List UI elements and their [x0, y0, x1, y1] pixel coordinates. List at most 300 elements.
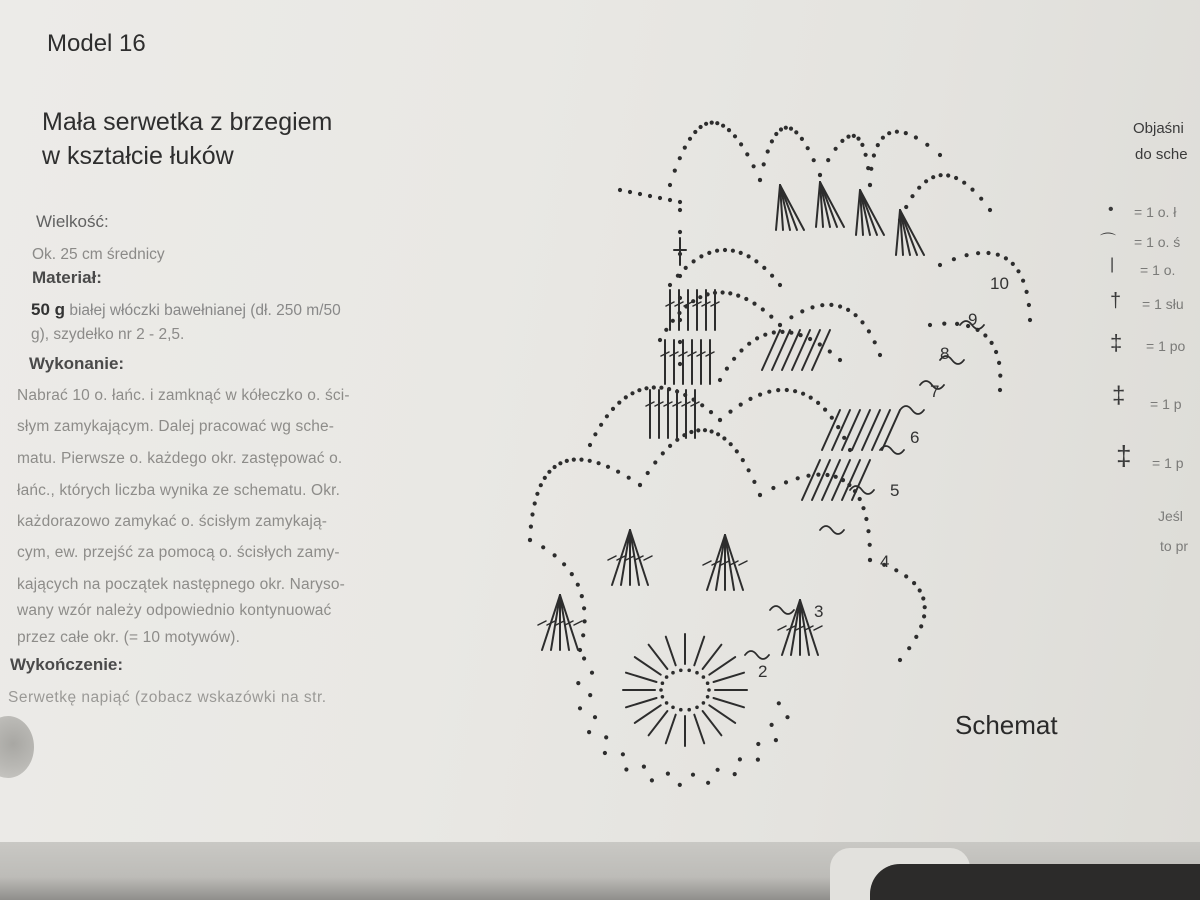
size-value: Ok. 25 cm średnicy [32, 246, 165, 263]
chain-dot [572, 458, 576, 462]
chain-dot [658, 196, 662, 200]
model-number: Model 16 [47, 30, 146, 57]
finishing-label: Wykończenie: [10, 655, 124, 674]
execution-line: Nabrać 10 o. łańc. i zamknąć w kółeczko o. ści- [17, 387, 350, 404]
chain-dot [728, 291, 732, 295]
chain-dot [858, 497, 862, 501]
chain-dot [618, 188, 622, 192]
chain-dot [758, 178, 762, 182]
single-crochet-icon: | [1110, 256, 1115, 273]
chain-dot [825, 473, 829, 477]
chain-dot [806, 474, 810, 478]
stitch-mark [782, 330, 800, 370]
chain-dot [868, 558, 872, 562]
round-number: 6 [910, 428, 920, 447]
chain-dot [650, 778, 654, 782]
chain-dot [695, 706, 699, 710]
chain-dot [946, 173, 950, 177]
chain-dot [729, 442, 733, 446]
double-treble-crochet-icon: ‡ [1116, 440, 1132, 471]
chain-dot [867, 329, 871, 333]
chain-dot [653, 460, 657, 464]
chain-dot [695, 671, 699, 675]
chain-dot [707, 251, 711, 255]
chain-dot [842, 436, 846, 440]
legend-entry: = 1 po [1146, 338, 1186, 354]
chain-dot [970, 188, 974, 192]
stitch-mark [703, 711, 722, 735]
chain-dot [728, 410, 732, 414]
chain-dot [772, 330, 776, 334]
chain-dot [668, 183, 672, 187]
chain-dot [864, 153, 868, 157]
chain-dot [962, 181, 966, 185]
chain-dot [624, 767, 628, 771]
background-object [870, 864, 1200, 900]
chain-dot [683, 146, 687, 150]
material-line-1 [31, 300, 341, 320]
chain-dot [770, 723, 774, 727]
stitch-mark [694, 715, 704, 744]
chain-dot [590, 671, 594, 675]
stitch-mark [560, 595, 578, 650]
chain-dot [665, 701, 669, 705]
chain-dot [898, 658, 902, 662]
chain-dot [702, 701, 706, 705]
finger-shadow [0, 716, 34, 778]
chain-dot [668, 198, 672, 202]
legend-entry: = 1 słu [1142, 296, 1184, 312]
chain-dot [593, 715, 597, 719]
schema-caption: Schemat [955, 710, 1058, 740]
legend-entry: = 1 o. [1140, 262, 1176, 278]
chain-dot [816, 473, 820, 477]
chain-dot [689, 430, 693, 434]
chain-dot [996, 253, 1000, 257]
stitch-mark [776, 185, 780, 230]
round-number: 3 [814, 602, 824, 621]
chain-dot [777, 701, 781, 705]
stitch-mark [816, 182, 820, 227]
chain-dot [779, 127, 783, 131]
stitch-mark [709, 657, 735, 675]
chain-dot [766, 149, 770, 153]
chain-dot [758, 393, 762, 397]
chain-dot [925, 143, 929, 147]
chain-dot [820, 303, 824, 307]
chain-dot [679, 708, 683, 712]
chain-dot [739, 348, 743, 352]
pattern-title-line-2: w kształcie łuków [42, 142, 234, 170]
chain-dot [840, 139, 844, 143]
half-double-crochet-icon: † [1110, 290, 1122, 312]
stitch-mark [626, 698, 657, 707]
stitch-mark [780, 185, 804, 230]
chain-dot [688, 137, 692, 141]
chain-dot [1027, 303, 1031, 307]
chain-dot [718, 378, 722, 382]
chain-dot [776, 388, 780, 392]
chain-dot [723, 248, 727, 252]
chain-dot [801, 392, 805, 396]
round-number: 2 [758, 662, 768, 681]
crochet-chart-diagram [520, 90, 1050, 790]
chain-dot [793, 389, 797, 393]
chain-dot [715, 249, 719, 253]
chain-dot [794, 130, 798, 134]
slip-stitch-curl [770, 606, 794, 614]
chain-dot [700, 403, 704, 407]
chain-dot [796, 476, 800, 480]
legend-entry: = 1 o. ś [1134, 234, 1181, 250]
stitch-mark [862, 410, 880, 450]
chain-dot [924, 179, 928, 183]
chain-dot [914, 635, 918, 639]
chain-dot [784, 480, 788, 484]
stitch-mark [666, 637, 676, 666]
stitch-mark [666, 715, 676, 744]
stitch-mark [694, 637, 704, 666]
chain-dot [762, 266, 766, 270]
chain-dot [739, 403, 743, 407]
stitch-mark [709, 705, 735, 723]
chain-dot [785, 388, 789, 392]
stitch-mark [714, 698, 745, 707]
chain-dot [648, 194, 652, 198]
chain-dot [789, 315, 793, 319]
chain-dot [704, 122, 708, 126]
stitch-mark [832, 410, 850, 450]
chain-dot [703, 428, 707, 432]
chain-dot [861, 506, 865, 510]
size-label: Wielkość: [36, 212, 109, 231]
chain-dot [528, 538, 532, 542]
chain-dot [739, 142, 743, 146]
chain-dot [661, 681, 665, 685]
chain-dot [588, 459, 592, 463]
chain-dot [852, 134, 856, 138]
chain-dot [818, 173, 822, 177]
chain-dot [578, 706, 582, 710]
material-description: białej włóczki bawełnianej (dł. 250 m/50 [65, 302, 341, 319]
chain-dot [702, 675, 706, 679]
chain-dot [671, 319, 675, 323]
chain-dot [904, 574, 908, 578]
stitch-mark [725, 535, 743, 590]
chain-dot [731, 249, 735, 253]
chain-dot [638, 192, 642, 196]
chain-dot [789, 127, 793, 131]
chain-dot [834, 475, 838, 479]
chain-dot [652, 385, 656, 389]
chain-dot [727, 128, 731, 132]
stitch-mark [820, 182, 844, 227]
chain-dot [582, 606, 586, 610]
chain-dot [576, 681, 580, 685]
chain-dot [581, 633, 585, 637]
chain-dot [771, 486, 775, 490]
chain-dot [866, 529, 870, 533]
chain-dot [806, 146, 810, 150]
round-number: 5 [890, 481, 900, 500]
chain-dot [541, 545, 545, 549]
chain-dot [735, 449, 739, 453]
chain-dot [593, 432, 597, 436]
chain-dot [762, 162, 766, 166]
execution-line: łańc., których liczba wynika ze schematu. Okr. [17, 482, 341, 499]
chain-dot [922, 614, 926, 618]
chain-dot [646, 471, 650, 475]
chain-dot [756, 742, 760, 746]
chain-dot [553, 553, 557, 557]
chain-dot [661, 451, 665, 455]
chain-dot [917, 186, 921, 190]
chain-dot [938, 153, 942, 157]
execution-line: kających na początek następnego okr. Naryso- [17, 576, 345, 593]
chain-dot [1016, 269, 1020, 273]
chain-dot [770, 274, 774, 278]
chain-dot [684, 266, 688, 270]
stitch-mark [842, 410, 860, 450]
stitch-mark [814, 626, 822, 630]
chain-dot [869, 167, 873, 171]
execution-line: cym, ew. przejść za pomocą o. ścisłych zamy- [17, 544, 340, 561]
slip-stitch-curl [745, 651, 769, 659]
chain-dot [678, 274, 682, 278]
stitch-mark [802, 460, 820, 500]
chain-dot [588, 443, 592, 447]
chain-dot [1028, 318, 1032, 322]
chain-dot [910, 194, 914, 198]
chain-dot [756, 758, 760, 762]
chain-dot [588, 693, 592, 697]
chain-dot [679, 669, 683, 673]
chain-dot [747, 342, 751, 346]
chain-dot [562, 562, 566, 566]
chain-dot [931, 175, 935, 179]
chain-dot [778, 283, 782, 287]
legend-entry: = 1 o. ł [1134, 204, 1177, 220]
chain-dot [828, 349, 832, 353]
chain-dot [939, 173, 943, 177]
chain-dot [535, 492, 539, 496]
chain-dot [976, 251, 980, 255]
chain-dot [887, 131, 891, 135]
chain-dot [986, 251, 990, 255]
chain-dot [747, 254, 751, 258]
chain-dot [710, 121, 714, 125]
legend-entry: = 1 p [1150, 396, 1182, 412]
chain-dot [565, 459, 569, 463]
stitch-mark [635, 657, 661, 675]
chain-dot [692, 259, 696, 263]
material-line-2: g), szydełko nr 2 - 2,5. [31, 326, 185, 343]
chain-dot [698, 295, 702, 299]
chain-dot [784, 126, 788, 130]
chain-dot [744, 297, 748, 301]
chain-dot [659, 386, 663, 390]
finishing-line: Serwetkę napiąć (zobacz wskazówki na str. [8, 689, 327, 706]
stitch-mark [802, 330, 820, 370]
chain-dot [630, 391, 634, 395]
chain-dot [642, 765, 646, 769]
table-surface [0, 842, 1200, 900]
chain-dot [725, 367, 729, 371]
chain-dot [747, 468, 751, 472]
chain-dot [955, 322, 959, 326]
execution-line: każdorazowo zamykać o. ścisłym zamykają- [17, 513, 328, 530]
stitch-mark [649, 645, 668, 669]
chain-dot [769, 315, 773, 319]
chain-dot [658, 338, 662, 342]
legend-footer-line-1: Jeśl [1158, 508, 1183, 524]
chain-dot [661, 695, 665, 699]
chain-dot [576, 583, 580, 587]
stitch-mark [644, 556, 652, 560]
chain-dot [628, 190, 632, 194]
chain-dot [745, 152, 749, 156]
chain-dot [716, 768, 720, 772]
chain-dot [808, 337, 812, 341]
chain-dot [752, 164, 756, 168]
chain-dot [715, 121, 719, 125]
execution-line: wany wzór należy odpowiednio kontynuować [17, 602, 332, 619]
chain-dot [938, 263, 942, 267]
chain-dot [739, 251, 743, 255]
chain-dot [678, 156, 682, 160]
chain-dot [878, 353, 882, 357]
chain-dot [836, 425, 840, 429]
pattern-title-line-1: Mała serwetka z brzegiem [42, 108, 333, 136]
stitch-mark [538, 621, 546, 625]
double-crochet-icon: ‡ [1110, 330, 1123, 355]
chain-dot [603, 751, 607, 755]
chain-dot [894, 568, 898, 572]
stitch-mark [832, 460, 850, 500]
chain-dot [823, 408, 827, 412]
chain-dot [533, 501, 537, 505]
chain-dot [755, 336, 759, 340]
chain-dot [907, 646, 911, 650]
chain-dot [761, 307, 765, 311]
chain-dot [678, 200, 682, 204]
chain-dot [665, 675, 669, 679]
chain-dot [846, 308, 850, 312]
chain-dot [668, 283, 672, 287]
chain-dot [637, 388, 641, 392]
chain-dot [579, 458, 583, 462]
chain-dot [553, 465, 557, 469]
chain-dot [778, 323, 782, 327]
chain-dot [810, 305, 814, 309]
chain-dot [954, 176, 958, 180]
slip-stitch-arc-icon: ⌒ [1100, 233, 1117, 250]
stitch-mark [649, 711, 668, 735]
chain-dot [856, 137, 860, 141]
chain-dot [638, 483, 642, 487]
chain-dot [678, 340, 682, 344]
stitch-mark [822, 460, 840, 500]
chain-dot [1021, 279, 1025, 283]
chain-dot [912, 581, 916, 585]
round-number: 8 [940, 344, 950, 363]
chain-dot [547, 470, 551, 474]
chain-dot [864, 517, 868, 521]
stitch-mark [635, 705, 661, 723]
chain-dot [873, 340, 877, 344]
slip-stitch-curl [820, 526, 844, 534]
stitch-mark [772, 330, 790, 370]
chain-dot [687, 669, 691, 673]
chain-dot [829, 303, 833, 307]
chain-dot [678, 208, 682, 212]
chain-dot [752, 302, 756, 306]
chain-dot [668, 444, 672, 448]
chain-dot [582, 656, 586, 660]
chain-dot [706, 681, 710, 685]
chain-dot [570, 572, 574, 576]
chain-dot [616, 470, 620, 474]
chain-dot [678, 230, 682, 234]
chain-dot [709, 410, 713, 414]
stitch-mark [896, 210, 900, 255]
chain-dot [539, 483, 543, 487]
chain-dot [529, 525, 533, 529]
chain-dot [678, 362, 682, 366]
chain-dot [671, 671, 675, 675]
chain-dot [914, 135, 918, 139]
chain-dot [860, 143, 864, 147]
chain-dot [530, 512, 534, 516]
chain-dot [800, 137, 804, 141]
stitch-mark [739, 561, 747, 565]
chain-dot [666, 772, 670, 776]
stitch-mark [900, 210, 924, 255]
execution-line: słym zamykającym. Dalej pracować wg sche- [17, 418, 335, 435]
chain-dot [979, 197, 983, 201]
stitch-mark [882, 410, 900, 450]
chain-dot [826, 158, 830, 162]
chain-dot [699, 254, 703, 258]
chain-dot [721, 290, 725, 294]
chain-dot [923, 605, 927, 609]
chain-dot [809, 396, 813, 400]
chain-dot [838, 304, 842, 308]
chain-dot [733, 134, 737, 138]
material-amount: 50 g [31, 300, 66, 319]
chain-dot [838, 358, 842, 362]
chain-dot [785, 715, 789, 719]
chain-dot [1004, 256, 1008, 260]
stitch-mark [608, 556, 616, 560]
chain-dot [990, 341, 994, 345]
chain-dot [868, 543, 872, 547]
chain-dot [928, 323, 932, 327]
chain-dot [699, 125, 703, 129]
chain-dot [895, 130, 899, 134]
chain-dot [710, 429, 714, 433]
execution-label: Wykonanie: [29, 354, 125, 373]
chain-dot [706, 781, 710, 785]
stitch-mark [860, 190, 884, 235]
chain-dot [707, 688, 711, 692]
chain-dot [587, 730, 591, 734]
chain-dot [748, 397, 752, 401]
chain-dot [942, 322, 946, 326]
round-number: 7 [930, 382, 940, 401]
slip-stitch-curl [900, 406, 924, 414]
chain-dot [718, 418, 722, 422]
